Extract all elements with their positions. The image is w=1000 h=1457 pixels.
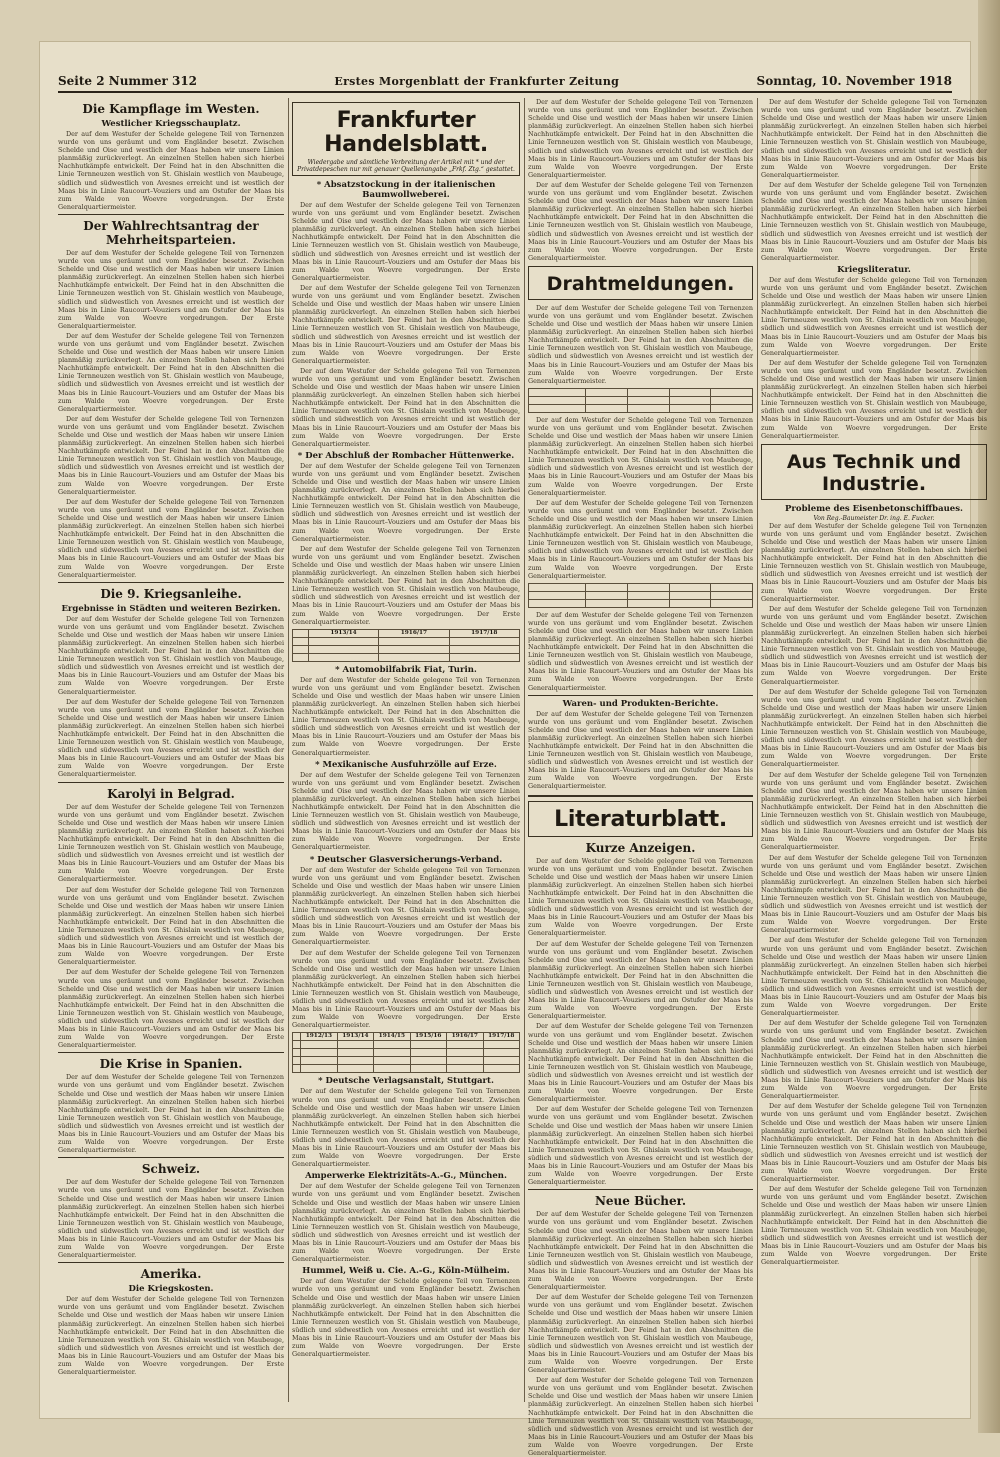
byline: Von Reg.-Baumeister Dr. ing. E. Fucker. bbox=[813, 514, 935, 522]
headline-kriegsanleihe: Die 9. Kriegsanleihe. bbox=[100, 586, 242, 601]
issue-date: Sonntag, 10. November 1918 bbox=[756, 74, 952, 88]
headline-eisenbeton: Probleme des Eisenbetonschiffbaues. bbox=[785, 503, 963, 514]
headline-karolyi: Karolyi in Belgrad. bbox=[107, 786, 235, 801]
headline-waren: Waren- und Produkten-Berichte. bbox=[562, 698, 719, 709]
drahtmeldungen-header bbox=[528, 266, 753, 300]
newspaper-title: Erstes Morgenblatt der Frankfurter Zeitung bbox=[334, 75, 620, 88]
column-4: Der auf dem Westufer der Schelde gelegene Teil von Ternenzen wurde von uns geräumt und vom Engländer besetzt. Zwischen Schelde und Oise und westlich der Maas haben wir unsere Linien planmäßig zurückverlegt. An einzelnen Stellen haben sich hierbei Nachhutkämpfe entwickelt. Der Feind hat in den Abschnitten die Linie Ternneuzen westlich von St. Ghislain westlich von Maubeuge, südlich und südwestlich von Avesnes erreicht und ist westlich der Maas bis in Linie Raucourt–Vouziers und am Ostufer der Maas bis zum Walde von Woevre vorgedrungen. Der Erste Generalquartiermeister. Der auf dem Westufer der Schelde gelegene Teil von Ternenzen wurde von uns geräumt und vom Engländer besetzt. Zwischen Schelde und Oise und westlich der Maas haben wir unsere Linien planmäßig zurückverlegt. An einzelnen Stellen haben sich hierbei Nachhutkämpfe entwickelt. Der Feind hat in den Abschnitten die Linie Ternneuzen westlich von St. Ghislain westlich von Maubeuge, südlich und südwestlich von Avesnes erreicht und ist westlich der Maas bis in Linie Raucourt–Vouziers und am Ostufer der Maas bis zum Walde von Woevre vorgedrungen. Der Erste Generalquartiermeister. Kriegsliteratur. Der auf dem Westufer der Schelde gelegene Teil von Ternenzen wurde von uns geräumt und vom Engländer besetzt. Zwischen Schelde und Oise und westlich der Maas haben wir unsere Linien planmäßig zurückverlegt. An einzelnen Stellen haben sich hierbei Nachhutkämpfe entwickelt. Der Feind hat in den Abschnitten die Linie Ternneuzen westlich von St. Ghislain westlich von Maubeuge, südlich und südwestlich von Avesnes erreicht und ist westlich der Maas bis in Linie Raucourt–Vouziers und am Ostufer der Maas bis zum Walde von Woevre vorgedrungen. Der Erste Generalquartiermeister. Der auf dem Westufer der Schelde gelegene Teil von Ternenzen wurde von uns geräumt und vom Engländer besetzt. Zwischen Schelde und Oise und westlich der Maas haben wir unsere Linien planmäßig zurückverlegt. An einzelnen Stellen haben sich hierbei Nachhutkämpfe entwickelt. Der Feind hat in den Abschnitten die Linie Ternneuzen westlich von St. Ghislain westlich von Maubeuge, südlich und südwestlich von Avesnes erreicht und ist westlich der Maas bis in Linie Raucourt–Vouziers und am Ostufer der Maas bis zum Walde von Woevre vorgedrungen. Der Erste Generalquartiermeister. Aus Technik und Industrie. Probleme des Eisenbetonschiffbaues. Von Reg.-Baumeister Dr. ing. E. Fucker. Der auf dem Westufer der Schelde gelegene Teil von Ternenzen wurde von uns geräumt und vom Engländer besetzt. Zwischen Schelde und Oise und westlich der Maas haben wir unsere Linien planmäßig zurückverlegt. An einzelnen Stellen haben sich hierbei Nachhutkämpfe entwickelt. Der Feind hat in den Abschnitten die Linie Ternneuzen westlich von St. Ghislain westlich von Maubeuge, südlich und südwestlich von Avesnes erreicht und ist westlich der Maas bis in Linie Raucourt–Vouziers und am Ostufer der Maas bis zum Walde von Woevre vorgedrungen. Der Erste Generalquartiermeister. Der auf dem Westufer der Schelde gelegene Teil von Ternenzen wurde von uns geräumt und vom Engländer besetzt. Zwischen Schelde und Oise und westlich der Maas haben wir unsere Linien planmäßig zurückverlegt. An einzelnen Stellen haben sich hierbei Nachhutkämpfe entwickelt. Der Feind hat in den Abschnitten die Linie Ternneuzen westlich von St. Ghislain westlich von Maubeuge, südlich und südwestlich von Avesnes erreicht und ist westlich der Maas bis in Linie Raucourt–Vouziers und am Ostufer der Maas bis zum Walde von Woevre vorgedrungen. Der Erste Generalquartiermeister. Der auf dem Westufer der Schelde gelegene Teil von Ternenzen wurde von uns geräumt und vom Engländer besetzt. Zwischen Schelde und Oise und westlich der Maas haben wir unsere Linien planmäßig zurückverlegt. An einzelnen Stellen haben sich hierbei Nachhutkämpfe entwickelt. Der Feind hat in den Abschnitten die Linie Ternneuzen westlich von St. Ghislain westlich von Maubeuge, südlich und südwestlich von Avesnes erreicht und ist westlich der Maas bis in Linie Raucourt–Vouziers und am Ostufer der Maas bis zum Walde von Woevre vorgedrungen. Der Erste Generalquartiermeister. Der auf dem Westufer der Schelde gelegene Teil von Ternenzen wurde von uns geräumt und vom Engländer besetzt. Zwischen Schelde und Oise und westlich der Maas haben wir unsere Linien planmäßig zurückverlegt. An einzelnen Stellen haben sich hierbei Nachhutkämpfe entwickelt. Der Feind hat in den Abschnitten die Linie Ternneuzen westlich von St. Ghislain westlich von Maubeuge, südlich und südwestlich von Avesnes erreicht und ist westlich der Maas bis in Linie Raucourt–Vouziers und am Ostufer der Maas bis zum Walde von Woevre vorgedrungen. Der Erste Generalquartiermeister. Der auf dem Westufer der Schelde gelegene Teil von Ternenzen wurde von uns geräumt und vom Engländer besetzt. Zwischen Schelde und Oise und westlich der Maas haben wir unsere Linien planmäßig zurückverlegt. An einzelnen Stellen haben sich hierbei Nachhutkämpfe entwickelt. Der Feind hat in den Abschnitten die Linie Ternneuzen westlich von St. Ghislain westlich von Maubeuge, südlich und südwestlich von Avesnes erreicht und ist westlich der Maas bis in Linie Raucourt–Vouziers und am Ostufer der Maas bis zum Walde von Woevre vorgedrungen. Der Erste Generalquartiermeister. Der auf dem Westufer der Schelde gelegene Teil von Ternenzen wurde von uns geräumt und vom Engländer besetzt. Zwischen Schelde und Oise und westlich der Maas haben wir unsere Linien planmäßig zurückverlegt. An einzelnen Stellen haben sich hierbei Nachhutkämpfe entwickelt. Der Feind hat in den Abschnitten die Linie Ternneuzen westlich von St. Ghislain westlich von Maubeuge, südlich und südwestlich von Avesnes erreicht und ist westlich der Maas bis in Linie Raucourt–Vouziers und am Ostufer der Maas bis zum Walde von Woevre vorgedrungen. Der Erste Generalquartiermeister. Der auf dem Westufer der Schelde gelegene Teil von Ternenzen wurde von uns geräumt und vom Engländer besetzt. Zwischen Schelde und Oise und westlich der Maas haben wir unsere Linien planmäßig zurückverlegt. An einzelnen Stellen haben sich hierbei Nachhutkämpfe entwickelt. Der Feind hat in den Abschnitten die Linie Ternneuzen westlich von St. Ghislain westlich von Maubeuge, südlich und südwestlich von Avesnes erreicht und ist westlich der Maas bis in Linie Raucourt–Vouziers und am Ostufer der Maas bis zum Walde von Woevre vorgedrungen. Der Erste Generalquartiermeister. Der auf dem Westufer der Schelde gelegene Teil von Ternenzen wurde von uns geräumt und vom Engländer besetzt. Zwischen Schelde und Oise und westlich der Maas haben wir unsere Linien planmäßig zurückverlegt. An einzelnen Stellen haben sich hierbei Nachhutkämpfe entwickelt. Der Feind hat in den Abschnitten die Linie Ternneuzen westlich von St. Ghislain westlich von Maubeuge, südlich und südwestlich von Avesnes erreicht und ist westlich der Maas bis in Linie Raucourt–Vouziers und am Ostufer der Maas bis zum Walde von Woevre vorgedrungen. Der Erste Generalquartiermeister. Der auf dem Westufer der Schelde gelegene Teil von Ternenzen wurde von uns geräumt und vom Engländer besetzt. Zwischen Schelde und Oise und westlich der Maas haben wir unsere Linien planmäßig zurückverlegt. An einzelnen Stellen haben sich hierbei Nachhutkämpfe entwickelt. Der Feind hat in den Abschnitten die Linie Ternneuzen westlich von St. Ghislain westlich von Maubeuge, südlich und südwestlich von Avesnes erreicht und ist westlich der Maas bis in Linie Raucourt–Vouziers und am Ostufer der Maas bis zum Walde von Woevre vorgedrungen. Der Erste Generalquartiermeister. bbox=[761, 98, 987, 1267]
article-headline: Amperwerke Elektrizitäts-A.-G., München. bbox=[305, 1171, 507, 1182]
article-headline: * Der Abschluß der Rombacher Hüttenwerke. bbox=[297, 450, 515, 461]
handelsblatt-header bbox=[292, 102, 520, 176]
article-headline: * Mexikanische Ausfuhrzölle auf Erze. bbox=[315, 759, 497, 770]
headline-kurze-anzeigen: Kurze Anzeigen. bbox=[585, 840, 696, 855]
ny-table bbox=[528, 583, 753, 608]
literaturblatt-header bbox=[528, 801, 753, 837]
article-text: Der auf dem Westufer der Schelde gelegene Teil von Ternenzen wurde von uns geräumt und vom Engländer besetzt. Zwischen Schelde und Oise und westlich der Maas haben wir unsere Linien planmäßig zurückverlegt. An einzelnen Stellen haben sich hierbei Nachhutkämpfe entwickelt. Der Feind hat in den Abschnitten die Linie Ternneuzen westlich von St. Ghislain westlich von Maubeuge, südlich und südwestlich von Avesnes erreicht und ist westlich der Maas bis in Linie Raucourt–Vouziers und am Ostufer der Maas bis zum Walde von Woevre vorgedrungen. Der Erste Generalquartiermeister. bbox=[58, 130, 284, 211]
newspaper-page bbox=[40, 42, 987, 1457]
headline-kampflage: Die Kampflage im Westen. bbox=[82, 102, 260, 116]
article-headline: * Absatzstockung in der italienischen Baumwollweberei. bbox=[316, 180, 496, 200]
article-headline: * Deutsche Verlagsanstalt, Stuttgart. bbox=[318, 1076, 494, 1087]
subhead-ergebnisse: Ergebnisse in Städten und weiteren Bezirken. bbox=[61, 603, 281, 614]
subhead-kriegsschauplatz: Westlicher Kriegsschauplatz. bbox=[101, 119, 241, 129]
article-headline: * Deutscher Glasversicherungs-Verband. bbox=[309, 854, 503, 865]
headline-neue-buecher: Neue Bücher. bbox=[594, 1194, 687, 1209]
subhead-kriegskosten: Die Kriegskosten. bbox=[128, 1284, 214, 1295]
headline-spanien: Die Krise in Spanien. bbox=[99, 1057, 243, 1072]
article-headline: * Automobilfabrik Fiat, Turin. bbox=[335, 664, 477, 675]
headline-wahlrecht: Der Wahlrechtsantrag der Mehrheitsparteien. bbox=[83, 218, 259, 247]
column-1: Die Kampflage im Westen. Westlicher Kriegsschauplatz. Der auf dem Westufer der Schelde gelegene Teil von Ternenzen wurde von uns geräumt und vom Engländer besetzt. Zwischen Schelde und Oise und westlich der Maas haben wir unsere Linien planmäßig zurückverlegt. An einzelnen Stellen haben sich hierbei Nachhutkämpfe entwickelt. Der Feind hat in den Abschnitten die Linie Ternneuzen westlich von St. Ghislain westlich von Maubeuge, südlich und südwestlich von Avesnes erreicht und ist westlich der Maas bis in Linie Raucourt–Vouziers und am Ostufer der Maas bis zum Walde von Woevre vorgedrungen. Der Erste Generalquartiermeister. Der Wahlrechtsantrag der Mehrheitsparteien. Der auf dem Westufer der Schelde gelegene Teil von Ternenzen wurde von uns geräumt und vom Engländer besetzt. Zwischen Schelde und Oise und westlich der Maas haben wir unsere Linien planmäßig zurückverlegt. An einzelnen Stellen haben sich hierbei Nachhutkämpfe entwickelt. Der Feind hat in den Abschnitten die Linie Ternneuzen westlich von St. Ghislain westlich von Maubeuge, südlich und südwestlich von Avesnes erreicht und ist westlich der Maas bis in Linie Raucourt–Vouziers und am Ostufer der Maas bis zum Walde von Woevre vorgedrungen. Der Erste Generalquartiermeister. Der auf dem Westufer der Schelde gelegene Teil von Ternenzen wurde von uns geräumt und vom Engländer besetzt. Zwischen Schelde und Oise und westlich der Maas haben wir unsere Linien planmäßig zurückverlegt. An einzelnen Stellen haben sich hierbei Nachhutkämpfe entwickelt. Der Feind hat in den Abschnitten die Linie Ternneuzen westlich von St. Ghislain westlich von Maubeuge, südlich und südwestlich von Avesnes erreicht und ist westlich der Maas bis in Linie Raucourt–Vouziers und am Ostufer der Maas bis zum Walde von Woevre vorgedrungen. Der Erste Generalquartiermeister. Der auf dem Westufer der Schelde gelegene Teil von Ternenzen wurde von uns geräumt und vom Engländer besetzt. Zwischen Schelde und Oise und westlich der Maas haben wir unsere Linien planmäßig zurückverlegt. An einzelnen Stellen haben sich hierbei Nachhutkämpfe entwickelt. Der Feind hat in den Abschnitten die Linie Ternneuzen westlich von St. Ghislain westlich von Maubeuge, südlich und südwestlich von Avesnes erreicht und ist westlich der Maas bis in Linie Raucourt–Vouziers und am Ostufer der Maas bis zum Walde von Woevre vorgedrungen. Der Erste Generalquartiermeister. Der auf dem Westufer der Schelde gelegene Teil von Ternenzen wurde von uns geräumt und vom Engländer besetzt. Zwischen Schelde und Oise und westlich der Maas haben wir unsere Linien planmäßig zurückverlegt. An einzelnen Stellen haben sich hierbei Nachhutkämpfe entwickelt. Der Feind hat in den Abschnitten die Linie Ternneuzen westlich von St. Ghislain westlich von Maubeuge, südlich und südwestlich von Avesnes erreicht und ist westlich der Maas bis in Linie Raucourt–Vouziers und am Ostufer der Maas bis zum Walde von Woevre vorgedrungen. Der Erste Generalquartiermeister. Die 9. Kriegsanleihe. Ergebnisse in Städten und weiteren Bezirken. Der auf dem Westufer der Schelde gelegene Teil von Ternenzen wurde von uns geräumt und vom Engländer besetzt. Zwischen Schelde und Oise und westlich der Maas haben wir unsere Linien planmäßig zurückverlegt. An einzelnen Stellen haben sich hierbei Nachhutkämpfe entwickelt. Der Feind hat in den Abschnitten die Linie Ternneuzen westlich von St. Ghislain westlich von Maubeuge, südlich und südwestlich von Avesnes erreicht und ist westlich der Maas bis in Linie Raucourt–Vouziers und am Ostufer der Maas bis zum Walde von Woevre vorgedrungen. Der Erste Generalquartiermeister. Der auf dem Westufer der Schelde gelegene Teil von Ternenzen wurde von uns geräumt und vom Engländer besetzt. Zwischen Schelde und Oise und westlich der Maas haben wir unsere Linien planmäßig zurückverlegt. An einzelnen Stellen haben sich hierbei Nachhutkämpfe entwickelt. Der Feind hat in den Abschnitten die Linie Ternneuzen westlich von St. Ghislain westlich von Maubeuge, südlich und südwestlich von Avesnes erreicht und ist westlich der Maas bis in Linie Raucourt–Vouziers und am Ostufer der Maas bis zum Walde von Woevre vorgedrungen. Der Erste Generalquartiermeister. Karolyi in Belgrad. Der auf dem Westufer der Schelde gelegene Teil von Ternenzen wurde von uns geräumt und vom Engländer besetzt. Zwischen Schelde und Oise und westlich der Maas haben wir unsere Linien planmäßig zurückverlegt. An einzelnen Stellen haben sich hierbei Nachhutkämpfe entwickelt. Der Feind hat in den Abschnitten die Linie Ternneuzen westlich von St. Ghislain westlich von Maubeuge, südlich und südwestlich von Avesnes erreicht und ist westlich der Maas bis in Linie Raucourt–Vouziers und am Ostufer der Maas bis zum Walde von Woevre vorgedrungen. Der Erste Generalquartiermeister. Der auf dem Westufer der Schelde gelegene Teil von Ternenzen wurde von uns geräumt und vom Engländer besetzt. Zwischen Schelde und Oise und westlich der Maas haben wir unsere Linien planmäßig zurückverlegt. An einzelnen Stellen haben sich hierbei Nachhutkämpfe entwickelt. Der Feind hat in den Abschnitten die Linie Ternneuzen westlich von St. Ghislain westlich von Maubeuge, südlich und südwestlich von Avesnes erreicht und ist westlich der Maas bis in Linie Raucourt–Vouziers und am Ostufer der Maas bis zum Walde von Woevre vorgedrungen. Der Erste Generalquartiermeister. Der auf dem Westufer der Schelde gelegene Teil von Ternenzen wurde von uns geräumt und vom Engländer besetzt. Zwischen Schelde und Oise und westlich der Maas haben wir unsere Linien planmäßig zurückverlegt. An einzelnen Stellen haben sich hierbei Nachhutkämpfe entwickelt. Der Feind hat in den Abschnitten die Linie Ternneuzen westlich von St. Ghislain westlich von Maubeuge, südlich und südwestlich von Avesnes erreicht und ist westlich der Maas bis in Linie Raucourt–Vouziers und am Ostufer der Maas bis zum Walde von Woevre vorgedrungen. Der Erste Generalquartiermeister. Die Krise in Spanien. Der auf dem Westufer der Schelde gelegene Teil von Ternenzen wurde von uns geräumt und vom Engländer besetzt. Zwischen Schelde und Oise und westlich der Maas haben wir unsere Linien planmäßig zurückverlegt. An einzelnen Stellen haben sich hierbei Nachhutkämpfe entwickelt. Der Feind hat in den Abschnitten die Linie Ternneuzen westlich von St. Ghislain westlich von Maubeuge, südlich und südwestlich von Avesnes erreicht und ist westlich der Maas bis in Linie Raucourt–Vouziers und am Ostufer der Maas bis zum Walde von Woevre vorgedrungen. Der Erste Generalquartiermeister. Schweiz. Der auf dem Westufer der Schelde gelegene Teil von Ternenzen wurde von uns geräumt und vom Engländer besetzt. Zwischen Schelde und Oise und westlich der Maas haben wir unsere Linien planmäßig zurückverlegt. An einzelnen Stellen haben sich hierbei Nachhutkämpfe entwickelt. Der Feind hat in den Abschnitten die Linie Ternneuzen westlich von St. Ghislain westlich von Maubeuge, südlich und südwestlich von Avesnes erreicht und ist westlich der Maas bis in Linie Raucourt–Vouziers und am Ostufer der Maas bis zum Walde von Woevre vorgedrungen. Der Erste Generalquartiermeister. Amerika. Die Kriegskosten. Der auf dem Westufer der Schelde gelegene Teil von Ternenzen wurde von uns geräumt und vom Engländer besetzt. Zwischen Schelde und Oise und westlich der Maas haben wir unsere Linien planmäßig zurückverlegt. An einzelnen Stellen haben sich hierbei Nachhutkämpfe entwickelt. Der Feind hat in den Abschnitten die Linie Ternneuzen westlich von St. Ghislain westlich von Maubeuge, südlich und südwestlich von Avesnes erreicht und ist westlich der Maas bis in Linie Raucourt–Vouziers und am Ostufer der Maas bis zum Walde von Woevre vorgedrungen. Der Erste Generalquartiermeister. bbox=[58, 102, 284, 1377]
column-3: Der auf dem Westufer der Schelde gelegene Teil von Ternenzen wurde von uns geräumt und vom Engländer besetzt. Zwischen Schelde und Oise und westlich der Maas haben wir unsere Linien planmäßig zurückverlegt. An einzelnen Stellen haben sich hierbei Nachhutkämpfe entwickelt. Der Feind hat in den Abschnitten die Linie Ternneuzen westlich von St. Ghislain westlich von Maubeuge, südlich und südwestlich von Avesnes erreicht und ist westlich der Maas bis in Linie Raucourt–Vouziers und am Ostufer der Maas bis zum Walde von Woevre vorgedrungen. Der Erste Generalquartiermeister. Der auf dem Westufer der Schelde gelegene Teil von Ternenzen wurde von uns geräumt und vom Engländer besetzt. Zwischen Schelde und Oise und westlich der Maas haben wir unsere Linien planmäßig zurückverlegt. An einzelnen Stellen haben sich hierbei Nachhutkämpfe entwickelt. Der Feind hat in den Abschnitten die Linie Ternneuzen westlich von St. Ghislain westlich von Maubeuge, südlich und südwestlich von Avesnes erreicht und ist westlich der Maas bis in Linie Raucourt–Vouziers und am Ostufer der Maas bis zum Walde von Woevre vorgedrungen. Der Erste Generalquartiermeister. Drahtmeldungen. Der auf dem Westufer der Schelde gelegene Teil von Ternenzen wurde von uns geräumt und vom Engländer besetzt. Zwischen Schelde und Oise und westlich der Maas haben wir unsere Linien planmäßig zurückverlegt. An einzelnen Stellen haben sich hierbei Nachhutkämpfe entwickelt. Der Feind hat in den Abschnitten die Linie Ternneuzen westlich von St. Ghislain westlich von Maubeuge, südlich und südwestlich von Avesnes erreicht und ist westlich der Maas bis in Linie Raucourt–Vouziers und am Ostufer der Maas bis zum Walde von Woevre vorgedrungen. Der Erste Generalquartiermeister. Der auf dem Westufer der Schelde gelegene Teil von Ternenzen wurde von uns geräumt und vom Engländer besetzt. Zwischen Schelde und Oise und westlich der Maas haben wir unsere Linien planmäßig zurückverlegt. An einzelnen Stellen haben sich hierbei Nachhutkämpfe entwickelt. Der Feind hat in den Abschnitten die Linie Ternneuzen westlich von St. Ghislain westlich von Maubeuge, südlich und südwestlich von Avesnes erreicht und ist westlich der Maas bis in Linie Raucourt–Vouziers und am Ostufer der Maas bis zum Walde von Woevre vorgedrungen. Der Erste Generalquartiermeister. Der auf dem Westufer der Schelde gelegene Teil von Ternenzen wurde von uns geräumt und vom Engländer besetzt. Zwischen Schelde und Oise und westlich der Maas haben wir unsere Linien planmäßig zurückverlegt. An einzelnen Stellen haben sich hierbei Nachhutkämpfe entwickelt. Der Feind hat in den Abschnitten die Linie Ternneuzen westlich von St. Ghislain westlich von Maubeuge, südlich und südwestlich von Avesnes erreicht und ist westlich der Maas bis in Linie Raucourt–Vouziers und am Ostufer der Maas bis zum Walde von Woevre vorgedrungen. Der Erste Generalquartiermeister. Der auf dem Westufer der Schelde gelegene Teil von Ternenzen wurde von uns geräumt und vom Engländer besetzt. Zwischen Schelde und Oise und westlich der Maas haben wir unsere Linien planmäßig zurückverlegt. An einzelnen Stellen haben sich hierbei Nachhutkämpfe entwickelt. Der Feind hat in den Abschnitten die Linie Ternneuzen westlich von St. Ghislain westlich von Maubeuge, südlich und südwestlich von Avesnes erreicht und ist westlich der Maas bis in Linie Raucourt–Vouziers und am Ostufer der Maas bis zum Walde von Woevre vorgedrungen. Der Erste Generalquartiermeister. Waren- und Produkten-Berichte. Der auf dem Westufer der Schelde gelegene Teil von Ternenzen wurde von uns geräumt und vom Engländer besetzt. Zwischen Schelde und Oise und westlich der Maas haben wir unsere Linien planmäßig zurückverlegt. An einzelnen Stellen haben sich hierbei Nachhutkämpfe entwickelt. Der Feind hat in den Abschnitten die Linie Ternneuzen westlich von St. Ghislain westlich von Maubeuge, südlich und südwestlich von Avesnes erreicht und ist westlich der Maas bis in Linie Raucourt–Vouziers und am Ostufer der Maas bis zum Walde von Woevre vorgedrungen. Der Erste Generalquartiermeister. Literaturblatt. Kurze Anzeigen. Der auf dem Westufer der Schelde gelegene Teil von Ternenzen wurde von uns geräumt und vom Engländer besetzt. Zwischen Schelde und Oise und westlich der Maas haben wir unsere Linien planmäßig zurückverlegt. An einzelnen Stellen haben sich hierbei Nachhutkämpfe entwickelt. Der Feind hat in den Abschnitten die Linie Ternneuzen westlich von St. Ghislain westlich von Maubeuge, südlich und südwestlich von Avesnes erreicht und ist westlich der Maas bis in Linie Raucourt–Vouziers und am Ostufer der Maas bis zum Walde von Woevre vorgedrungen. Der Erste Generalquartiermeister. Der auf dem Westufer der Schelde gelegene Teil von Ternenzen wurde von uns geräumt und vom Engländer besetzt. Zwischen Schelde und Oise und westlich der Maas haben wir unsere Linien planmäßig zurückverlegt. An einzelnen Stellen haben sich hierbei Nachhutkämpfe entwickelt. Der Feind hat in den Abschnitten die Linie Ternneuzen westlich von St. Ghislain westlich von Maubeuge, südlich und südwestlich von Avesnes erreicht und ist westlich der Maas bis in Linie Raucourt–Vouziers und am Ostufer der Maas bis zum Walde von Woevre vorgedrungen. Der Erste Generalquartiermeister. Der auf dem Westufer der Schelde gelegene Teil von Ternenzen wurde von uns geräumt und vom Engländer besetzt. Zwischen Schelde und Oise und westlich der Maas haben wir unsere Linien planmäßig zurückverlegt. An einzelnen Stellen haben sich hierbei Nachhutkämpfe entwickelt. Der Feind hat in den Abschnitten die Linie Ternneuzen westlich von St. Ghislain westlich von Maubeuge, südlich und südwestlich von Avesnes erreicht und ist westlich der Maas bis in Linie Raucourt–Vouziers und am Ostufer der Maas bis zum Walde von Woevre vorgedrungen. Der Erste Generalquartiermeister. Der auf dem Westufer der Schelde gelegene Teil von Ternenzen wurde von uns geräumt und vom Engländer besetzt. Zwischen Schelde und Oise und westlich der Maas haben wir unsere Linien planmäßig zurückverlegt. An einzelnen Stellen haben sich hierbei Nachhutkämpfe entwickelt. Der Feind hat in den Abschnitten die Linie Ternneuzen westlich von St. Ghislain westlich von Maubeuge, südlich und südwestlich von Avesnes erreicht und ist westlich der Maas bis in Linie Raucourt–Vouziers und am Ostufer der Maas bis zum Walde von Woevre vorgedrungen. Der Erste Generalquartiermeister. Neue Bücher. Der auf dem Westufer der Schelde gelegene Teil von Ternenzen wurde von uns geräumt und vom Engländer besetzt. Zwischen Schelde und Oise und westlich der Maas haben wir unsere Linien planmäßig zurückverlegt. An einzelnen Stellen haben sich hierbei Nachhutkämpfe entwickelt. Der Feind hat in den Abschnitten die Linie Ternneuzen westlich von St. Ghislain westlich von Maubeuge, südlich und südwestlich von Avesnes erreicht und ist westlich der Maas bis in Linie Raucourt–Vouziers und am Ostufer der Maas bis zum Walde von Woevre vorgedrungen. Der Erste Generalquartiermeister. Der auf dem Westufer der Schelde gelegene Teil von Ternenzen wurde von uns geräumt und vom Engländer besetzt. Zwischen Schelde und Oise und westlich der Maas haben wir unsere Linien planmäßig zurückverlegt. An einzelnen Stellen haben sich hierbei Nachhutkämpfe entwickelt. Der Feind hat in den Abschnitten die Linie Ternneuzen westlich von St. Ghislain westlich von Maubeuge, südlich und südwestlich von Avesnes erreicht und ist westlich der Maas bis in Linie Raucourt–Vouziers und am Ostufer der Maas bis zum Walde von Woevre vorgedrungen. Der Erste Generalquartiermeister. Der auf dem Westufer der Schelde gelegene Teil von Ternenzen wurde von uns geräumt und vom Engländer besetzt. Zwischen Schelde und Oise und westlich der Maas haben wir unsere Linien planmäßig zurückverlegt. An einzelnen Stellen haben sich hierbei Nachhutkämpfe entwickelt. Der Feind hat in den Abschnitten die Linie Ternneuzen westlich von St. Ghislain westlich von Maubeuge, südlich und südwestlich von Avesnes erreicht und ist westlich der Maas bis in Linie Raucourt–Vouziers und am Ostufer der Maas bis zum Walde von Woevre vorgedrungen. Der Erste Generalquartiermeister. bbox=[528, 98, 753, 1457]
section-title-literaturblatt: Literaturblatt. bbox=[554, 806, 727, 832]
headline-schweiz: Schweiz. bbox=[141, 1162, 201, 1177]
column-2: Frankfurter Handelsblatt. Wiedergabe und sämtliche Verbreitung der Artikel mit * und der Privatdepeschen nur mit genauer Quellenangabe „Frkf. Ztg.“ gestattet. * Absatzstockung in der italienischen Baumwollweberei. Der auf dem Westufer der Schelde gelegene Teil von Ternenzen wurde von uns geräumt und vom Engländer besetzt. Zwischen Schelde und Oise und westlich der Maas haben wir unsere Linien planmäßig zurückverlegt. An einzelnen Stellen haben sich hierbei Nachhutkämpfe entwickelt. Der Feind hat in den Abschnitten die Linie Ternneuzen westlich von St. Ghislain westlich von Maubeuge, südlich und südwestlich von Avesnes erreicht und ist westlich der Maas bis in Linie Raucourt–Vouziers und am Ostufer der Maas bis zum Walde von Woevre vorgedrungen. Der Erste Generalquartiermeister. Der auf dem Westufer der Schelde gelegene Teil von Ternenzen wurde von uns geräumt und vom Engländer besetzt. Zwischen Schelde und Oise und westlich der Maas haben wir unsere Linien planmäßig zurückverlegt. An einzelnen Stellen haben sich hierbei Nachhutkämpfe entwickelt. Der Feind hat in den Abschnitten die Linie Ternneuzen westlich von St. Ghislain westlich von Maubeuge, südlich und südwestlich von Avesnes erreicht und ist westlich der Maas bis in Linie Raucourt–Vouziers und am Ostufer der Maas bis zum Walde von Woevre vorgedrungen. Der Erste Generalquartiermeister. Der auf dem Westufer der Schelde gelegene Teil von Ternenzen wurde von uns geräumt und vom Engländer besetzt. Zwischen Schelde und Oise und westlich der Maas haben wir unsere Linien planmäßig zurückverlegt. An einzelnen Stellen haben sich hierbei Nachhutkämpfe entwickelt. Der Feind hat in den Abschnitten die Linie Ternneuzen westlich von St. Ghislain westlich von Maubeuge, südlich und südwestlich von Avesnes erreicht und ist westlich der Maas bis in Linie Raucourt–Vouziers und am Ostufer der Maas bis zum Walde von Woevre vorgedrungen. Der Erste Generalquartiermeister. * Der Abschluß der Rombacher Hüttenwerke. Der auf dem Westufer der Schelde gelegene Teil von Ternenzen wurde von uns geräumt und vom Engländer besetzt. Zwischen Schelde und Oise und westlich der Maas haben wir unsere Linien planmäßig zurückverlegt. An einzelnen Stellen haben sich hierbei Nachhutkämpfe entwickelt. Der Feind hat in den Abschnitten die Linie Ternneuzen westlich von St. Ghislain westlich von Maubeuge, südlich und südwestlich von Avesnes erreicht und ist westlich der Maas bis in Linie Raucourt–Vouziers und am Ostufer der Maas bis zum Walde von Woevre vorgedrungen. Der Erste Generalquartiermeister. Der auf dem Westufer der Schelde gelegene Teil von Ternenzen wurde von uns geräumt und vom Engländer besetzt. Zwischen Schelde und Oise und westlich der Maas haben wir unsere Linien planmäßig zurückverlegt. An einzelnen Stellen haben sich hierbei Nachhutkämpfe entwickelt. Der Feind hat in den Abschnitten die Linie Ternneuzen westlich von St. Ghislain westlich von Maubeuge, südlich und südwestlich von Avesnes erreicht und ist westlich der Maas bis in Linie Raucourt–Vouziers und am Ostufer der Maas bis zum Walde von Woevre vorgedrungen. Der Erste Generalquartiermeister. 1913/14 1916/17 1917/18 * Automobilfabrik Fiat, Turin. Der auf dem Westufer der Schelde gelegene Teil von Ternenzen wurde von uns geräumt und vom Engländer besetzt. Zwischen Schelde und Oise und westlich der Maas haben wir unsere Linien planmäßig zurückverlegt. An einzelnen Stellen haben sich hierbei Nachhutkämpfe entwickelt. Der Feind hat in den Abschnitten die Linie Ternneuzen westlich von St. Ghislain westlich von Maubeuge, südlich und südwestlich von Avesnes erreicht und ist westlich der Maas bis in Linie Raucourt–Vouziers und am Ostufer der Maas bis zum Walde von Woevre vorgedrungen. Der Erste Generalquartiermeister. * Mexikanische Ausfuhrzölle auf Erze. Der auf dem Westufer der Schelde gelegene Teil von Ternenzen wurde von uns geräumt und vom Engländer besetzt. Zwischen Schelde und Oise und westlich der Maas haben wir unsere Linien planmäßig zurückverlegt. An einzelnen Stellen haben sich hierbei Nachhutkämpfe entwickelt. Der Feind hat in den Abschnitten die Linie Ternneuzen westlich von St. Ghislain westlich von Maubeuge, südlich und südwestlich von Avesnes erreicht und ist westlich der Maas bis in Linie Raucourt–Vouziers und am Ostufer der Maas bis zum Walde von Woevre vorgedrungen. Der Erste Generalquartiermeister. * Deutscher Glasversicherungs-Verband. Der auf dem Westufer der Schelde gelegene Teil von Ternenzen wurde von uns geräumt und vom Engländer besetzt. Zwischen Schelde und Oise und westlich der Maas haben wir unsere Linien planmäßig zurückverlegt. An einzelnen Stellen haben sich hierbei Nachhutkämpfe entwickelt. Der Feind hat in den Abschnitten die Linie Ternneuzen westlich von St. Ghislain westlich von Maubeuge, südlich und südwestlich von Avesnes erreicht und ist westlich der Maas bis in Linie Raucourt–Vouziers und am Ostufer der Maas bis zum Walde von Woevre vorgedrungen. Der Erste Generalquartiermeister. Der auf dem Westufer der Schelde gelegene Teil von Ternenzen wurde von uns geräumt und vom Engländer besetzt. Zwischen Schelde und Oise und westlich der Maas haben wir unsere Linien planmäßig zurückverlegt. An einzelnen Stellen haben sich hierbei Nachhutkämpfe entwickelt. Der Feind hat in den Abschnitten die Linie Ternneuzen westlich von St. Ghislain westlich von Maubeuge, südlich und südwestlich von Avesnes erreicht und ist westlich der Maas bis in Linie Raucourt–Vouziers und am Ostufer der Maas bis zum Walde von Woevre vorgedrungen. Der Erste Generalquartiermeister. 1912/13 1913/14 1914/15 1915/16 1916/17 1917/18 * Deutsche Verlagsanstalt, Stuttgart. Der auf dem Westufer der Schelde gelegene Teil von Ternenzen wurde von uns geräumt und vom Engländer besetzt. Zwischen Schelde und Oise und westlich der Maas haben wir unsere Linien planmäßig zurückverlegt. An einzelnen Stellen haben sich hierbei Nachhutkämpfe entwickelt. Der Feind hat in den Abschnitten die Linie Ternneuzen westlich von St. Ghislain westlich von Maubeuge, südlich und südwestlich von Avesnes erreicht und ist westlich der Maas bis in Linie Raucourt–Vouziers und am Ostufer der Maas bis zum Walde von Woevre vorgedrungen. Der Erste Generalquartiermeister. Amperwerke Elektrizitäts-A.-G., München. Der auf dem Westufer der Schelde gelegene Teil von Ternenzen wurde von uns geräumt und vom Engländer besetzt. Zwischen Schelde und Oise und westlich der Maas haben wir unsere Linien planmäßig zurückverlegt. An einzelnen Stellen haben sich hierbei Nachhutkämpfe entwickelt. Der Feind hat in den Abschnitten die Linie Ternneuzen westlich von St. Ghislain westlich von Maubeuge, südlich und südwestlich von Avesnes erreicht und ist westlich der Maas bis in Linie Raucourt–Vouziers und am Ostufer der Maas bis zum Walde von Woevre vorgedrungen. Der Erste Generalquartiermeister. Hummel, Weiß u. Cie. A.-G., Köln-Mülheim. Der auf dem Westufer der Schelde gelegene Teil von Ternenzen wurde von uns geräumt und vom Engländer besetzt. Zwischen Schelde und Oise und westlich der Maas haben wir unsere Linien planmäßig zurückverlegt. An einzelnen Stellen haben sich hierbei Nachhutkämpfe entwickelt. Der Feind hat in den Abschnitten die Linie Ternneuzen westlich von St. Ghislain westlich von Maubeuge, südlich und südwestlich von Avesnes erreicht und ist westlich der Maas bis in Linie Raucourt–Vouziers und am Ostufer der Maas bis zum Walde von Woevre vorgedrungen. Der Erste Generalquartiermeister. bbox=[292, 98, 520, 1402]
section-title-drahtmeldungen: Drahtmeldungen. bbox=[546, 272, 735, 295]
headline-amerika: Amerika. bbox=[140, 1267, 202, 1282]
masthead bbox=[58, 60, 952, 93]
headline-kriegsliteratur: Kriegsliteratur. bbox=[837, 264, 911, 275]
section-title-technik: Aus Technik und Industrie. bbox=[786, 450, 962, 495]
results-table: 1912/13 1913/14 1914/15 1915/16 1916/17 1917/18 bbox=[292, 1032, 520, 1073]
balance-table: 1913/14 1916/17 1917/18 bbox=[292, 629, 520, 662]
section-title-handelsblatt: Frankfurter Handelsblatt. bbox=[324, 108, 488, 157]
technik-header bbox=[761, 444, 987, 500]
columns bbox=[58, 98, 987, 1457]
article-headline: Hummel, Weiß u. Cie. A.-G., Köln-Mülheim. bbox=[302, 1266, 510, 1277]
page-number: Seite 2 Nummer 312 bbox=[58, 74, 198, 88]
exchange-table bbox=[528, 388, 753, 413]
reprint-notice: Wiedergabe und sämtliche Verbreitung der Artikel mit * und der Privatdepeschen nur mit genauer Quellenangabe „Frkf. Ztg.“ gestattet. bbox=[297, 159, 515, 173]
